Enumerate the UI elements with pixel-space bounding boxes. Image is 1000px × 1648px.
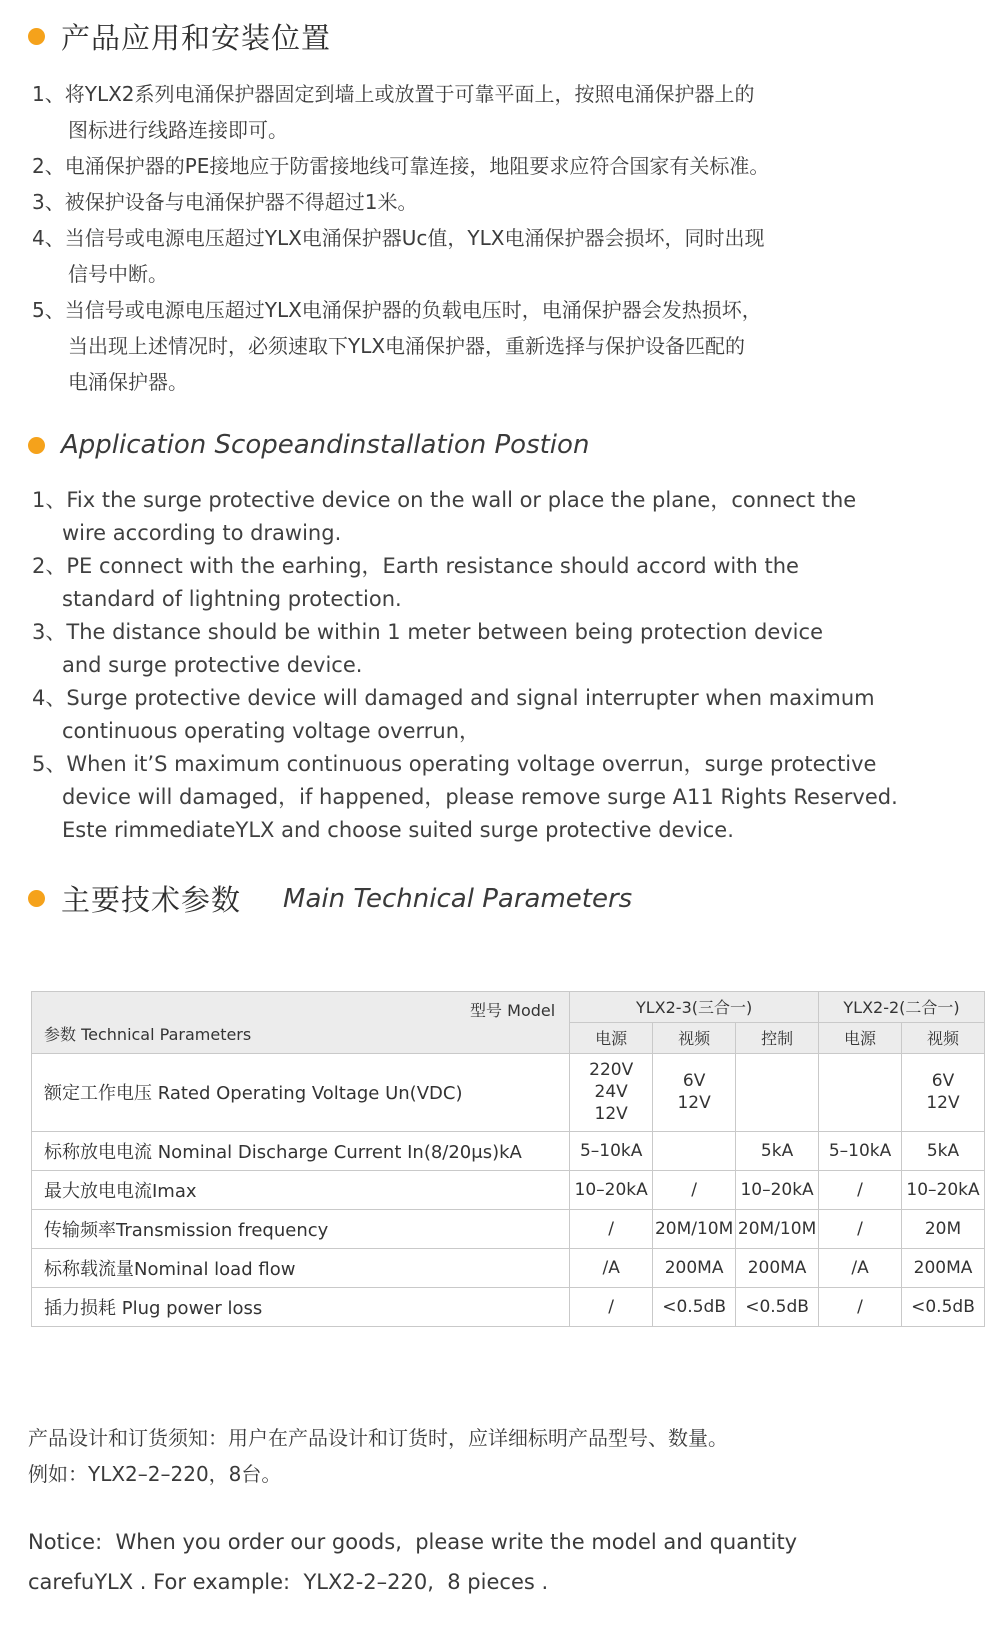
value-cell (819, 1053, 902, 1131)
cell-value: 220V (589, 1060, 634, 1081)
list-item-line: 当出现上述情况时，必须速取下YLX电涌保护器，重新选择与保护设备匹配的 (68, 334, 746, 358)
value-cell (819, 1209, 902, 1248)
list-item (32, 148, 932, 184)
list-item-line: 1、Fix the surge protective device on the wall or place the plane，connect the (32, 488, 857, 512)
value-cell (736, 1131, 819, 1170)
value-cell (653, 1209, 736, 1248)
value-cell (819, 1287, 902, 1326)
cell-value: / (608, 1296, 615, 1317)
list-item-line: and surge protective device. (62, 653, 363, 677)
cell-value: / (691, 1179, 697, 1200)
cell-value: /A (602, 1257, 620, 1278)
table-row (32, 1053, 985, 1131)
cell-value: 200MA (664, 1257, 724, 1278)
value-cell (819, 1131, 902, 1170)
cell-value: / (857, 1218, 863, 1239)
cell-value: 5–10kA (828, 1140, 892, 1161)
order-notice-en (28, 1522, 797, 1602)
cell-value: 5kA (926, 1140, 960, 1161)
value-cell (570, 1131, 653, 1170)
bullet-dot-icon (28, 437, 45, 454)
value-cell (653, 1170, 736, 1209)
value-cell (736, 1170, 819, 1209)
list-item-line: device will damaged，if happened，please remove surge A11 Rights Reserved. (62, 785, 898, 809)
table-row (32, 1209, 985, 1248)
param-name-cell: 插力损耗 Plug power loss (32, 1287, 570, 1326)
value-cell (736, 1287, 819, 1326)
cell-value: 200MA (747, 1257, 807, 1278)
installation-list-cn (32, 76, 932, 400)
cell-value: 10–20kA (574, 1179, 648, 1200)
order-notice-cn (28, 1420, 728, 1492)
cell-value: 6V (931, 1071, 955, 1092)
param-name-cell: 最大放电电流Imax (32, 1170, 570, 1209)
cell-value: / (608, 1218, 615, 1239)
list-item (32, 550, 932, 616)
value-cell (736, 1209, 819, 1248)
list-item-line: 2、PE connect with the earhing，Earth resistance should accord with the (32, 554, 799, 578)
value-cell (653, 1248, 736, 1287)
value-cell (902, 1053, 985, 1131)
list-item-line: 2、电涌保护器的PE接地应于防雷接地线可靠连接，地阻要求应符合国家有关标准。 (32, 154, 770, 178)
cell-value: 10–20kA (906, 1179, 980, 1200)
value-cell (653, 1053, 736, 1131)
notice-line: 例如：YLX2–2–220，8台。 (28, 1462, 282, 1486)
param-label: 参数 Technical Parameters (44, 1024, 252, 1044)
list-item-line: 信号中断。 (68, 262, 168, 286)
param-name-cell: 额定工作电压 Rated Operating Voltage Un(VDC) (32, 1053, 570, 1131)
cell-value: 5kA (760, 1140, 794, 1161)
table-row (32, 1170, 985, 1209)
list-item-line: standard of lightning protection. (62, 587, 402, 611)
value-cell (902, 1170, 985, 1209)
value-cell (570, 1209, 653, 1248)
installation-list-en (32, 484, 932, 847)
cell-value: <0.5dB (662, 1296, 726, 1317)
section-heading-en (28, 430, 589, 460)
parameters-table (31, 991, 985, 1327)
bullet-dot-icon (28, 28, 45, 45)
list-item (32, 220, 932, 292)
cell-value: / (857, 1296, 863, 1317)
cell-value: 24V (594, 1082, 628, 1103)
list-item (32, 184, 932, 220)
value-cell (902, 1209, 985, 1248)
cell-value: 12V (594, 1104, 628, 1125)
group-header: YLX2-2(二合一) (819, 992, 985, 1023)
list-item-line: 3、The distance should be within 1 meter between being protection device (32, 620, 823, 644)
value-cell (736, 1248, 819, 1287)
cell-value: 12V (926, 1093, 960, 1114)
value-cell (653, 1131, 736, 1170)
value-cell (570, 1248, 653, 1287)
notice-line: Notice: When you order our goods, please write the model and quantity (28, 1530, 798, 1554)
section-title-en: Main Technical Parameters (283, 883, 633, 914)
model-label: 型号 Model (470, 1001, 556, 1020)
list-item-line: 电涌保护器。 (68, 370, 188, 394)
cell-value: /A (851, 1257, 869, 1278)
value-cell (819, 1170, 902, 1209)
list-item-line: 4、当信号或电源电压超过YLX电涌保护器Uc值，YLX电涌保护器会损坏，同时出现 (32, 226, 765, 250)
list-item (32, 292, 932, 400)
value-cell (902, 1287, 985, 1326)
notice-line: carefuYLX . For example: YLX2-2–220, 8 pieces . (28, 1570, 549, 1594)
list-item-line: 图标进行线路连接即可。 (68, 118, 288, 142)
cell-value: 10–20kA (740, 1179, 814, 1200)
sub-header: 电源 (570, 1022, 653, 1053)
notice-line: 产品设计和订货须知：用户在产品设计和订货时，应详细标明产品型号、数量。 (28, 1426, 728, 1450)
list-item-line: 5、When it’S maximum continuous operating voltage overrun，surge protective (32, 752, 877, 776)
list-item (32, 76, 932, 148)
value-cell (902, 1248, 985, 1287)
list-item (32, 484, 932, 550)
value-cell (819, 1248, 902, 1287)
value-cell (902, 1131, 985, 1170)
cell-value: 20M/10M (737, 1218, 817, 1239)
list-item-line: wire according to drawing. (62, 521, 342, 545)
group-header: YLX2-3(三合一) (570, 992, 819, 1023)
cell-value: 5–10kA (579, 1140, 643, 1161)
value-cell (653, 1287, 736, 1326)
value-cell (570, 1287, 653, 1326)
table-row (32, 1131, 985, 1170)
cell-value: <0.5dB (745, 1296, 809, 1317)
cell-value: / (857, 1179, 863, 1200)
list-item-line: continuous operating voltage overrun， (62, 719, 481, 743)
section-heading-params (28, 878, 632, 919)
param-name-cell: 传输频率Transmission frequency (32, 1209, 570, 1248)
table-row (32, 1287, 985, 1326)
sub-header: 电源 (819, 1022, 902, 1053)
section-heading-cn (28, 16, 331, 57)
section-title-cn: 主要技术参数 (61, 883, 242, 917)
list-item-line: 5、当信号或电源电压超过YLX电涌保护器的负载电压时，电涌保护器会发热损坏， (32, 298, 762, 322)
table-row (32, 1248, 985, 1287)
section-title: 产品应用和安装位置 (61, 21, 332, 55)
cell-value: 20M/10M (654, 1218, 734, 1239)
table-corner-header (32, 992, 570, 1054)
value-cell (570, 1053, 653, 1131)
cell-value: <0.5dB (911, 1296, 975, 1317)
list-item-line: 4、Surge protective device will damaged and signal interrupter when maximum (32, 686, 875, 710)
list-item-line: Este rimmediateYLX and choose suited surge protective device. (62, 818, 734, 842)
list-item (32, 682, 932, 748)
sub-header: 视频 (902, 1022, 985, 1053)
list-item-line: 3、被保护设备与电涌保护器不得超过1米。 (32, 190, 418, 214)
list-item-line: 1、将YLX2系列电涌保护器固定到墙上或放置于可靠平面上，按照电涌保护器上的 (32, 82, 755, 106)
value-cell (570, 1170, 653, 1209)
cell-value: 20M (924, 1218, 962, 1239)
sub-header: 视频 (653, 1022, 736, 1053)
sub-header: 控制 (736, 1022, 819, 1053)
section-title: Application Scopeandinstallation Postion (61, 430, 590, 460)
list-item (32, 748, 932, 847)
cell-value: 200MA (913, 1257, 973, 1278)
cell-value: 6V (682, 1071, 706, 1092)
cell-value: 12V (677, 1093, 711, 1114)
value-cell (736, 1053, 819, 1131)
param-name-cell: 标称放电电流 Nominal Discharge Current In(8/20μs)kA (32, 1131, 570, 1170)
param-name-cell: 标称载流量Nominal load flow (32, 1248, 570, 1287)
bullet-dot-icon (28, 890, 45, 907)
list-item (32, 616, 932, 682)
